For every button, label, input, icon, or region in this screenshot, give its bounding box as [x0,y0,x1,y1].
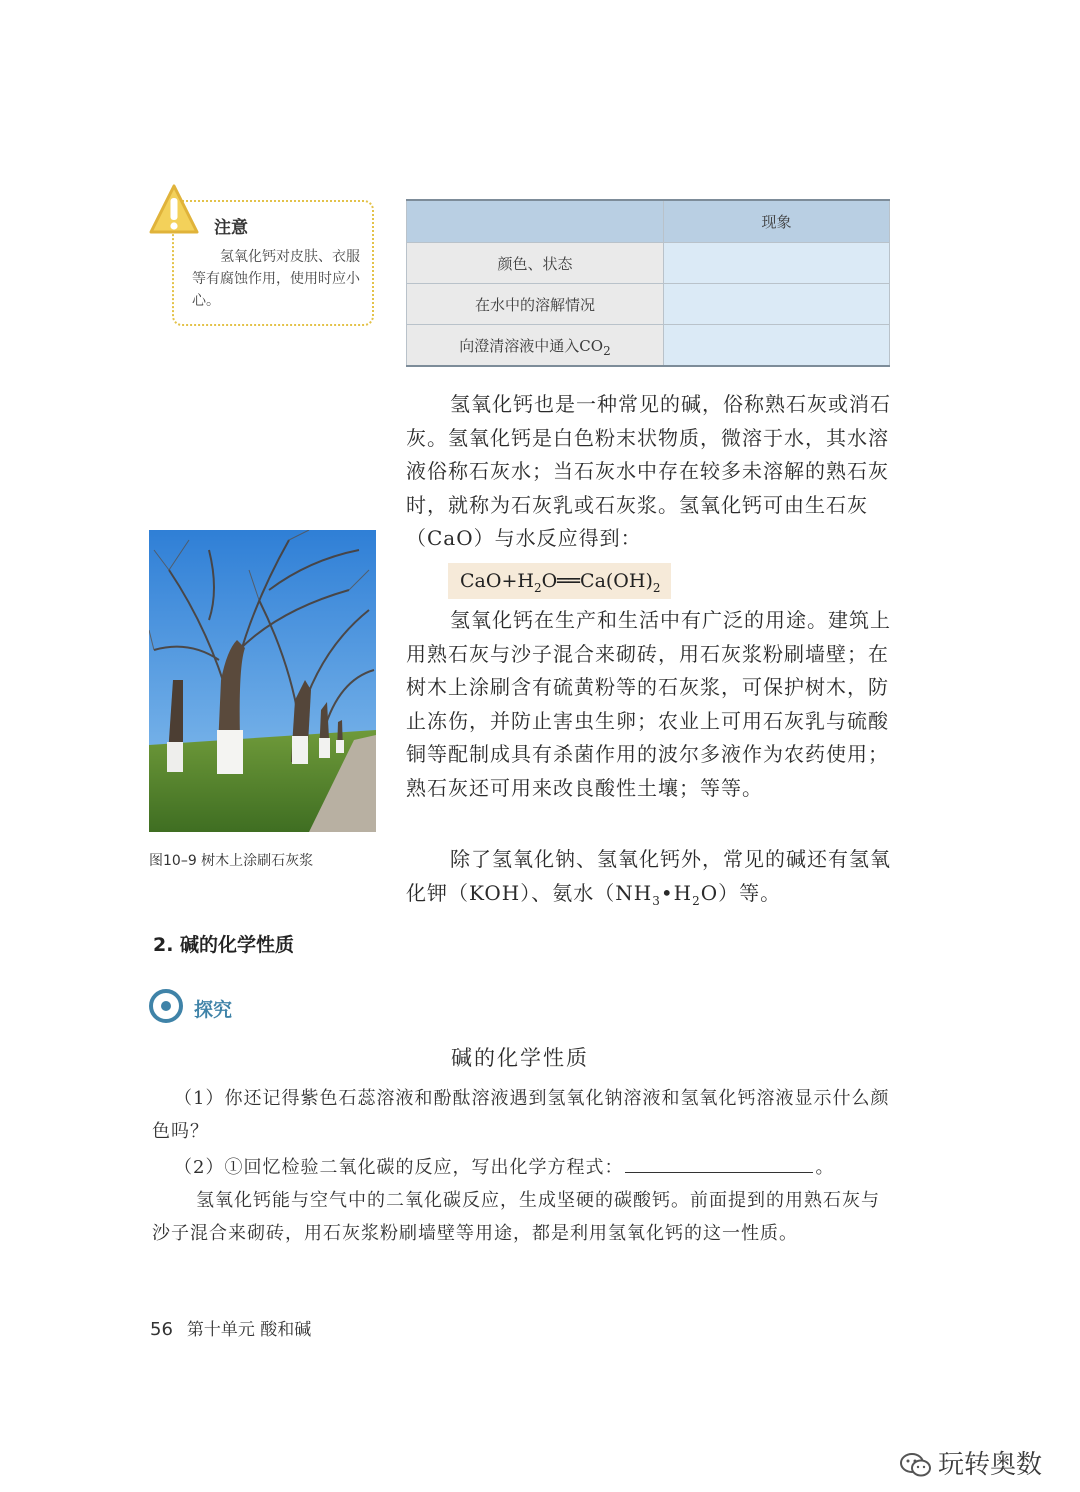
note-body: 氢氧化钙对皮肤、衣服等有腐蚀作用，使用时应小心。 [192,249,360,309]
table-row [407,243,890,284]
explore-target-icon [148,988,184,1024]
wechat-icon [900,1452,932,1478]
question-1: （1）你还记得紫色石蕊溶液和酚酞溶液遇到氢氧化钠溶液和氢氧化钙溶液显示什么颜色吗？ [152,1088,890,1142]
table-row-value [664,325,890,367]
paragraph-other-bases: 除了氢氧化钠、氢氧化钙外，常见的碱还有氢氧化钾（KOH）、氨水$(NH_3•H_2O)$等。 [406,847,891,908]
page-number: 56 [150,1319,173,1340]
warning-icon [148,182,200,240]
tree-photo [149,530,376,832]
table-row-value [664,284,890,325]
answer-blank[interactable] [625,1154,813,1173]
explore-label: 探究 [194,999,233,1021]
page-footer [150,1315,311,1340]
table-row [407,284,890,325]
unit-title: 第十单元 酸和碱 [186,1320,312,1340]
table-row-value [664,243,890,284]
explore-title: 碱的化学性质 [451,1046,589,1070]
table-row [407,325,890,367]
figure-caption: 图10–9 树木上涂刷石灰浆 [149,853,314,869]
section-heading: 2. 碱的化学性质 [153,934,295,956]
table-header-row [407,200,890,243]
watermark-text: 玩转奥数 [938,1450,1043,1480]
question-2-explanation: 氢氧化钙能与空气中的二氧化碳反应，生成坚硬的碳酸钙。前面提到的用熟石灰与沙子混合来砌砖，用石灰浆粉刷墙壁等用途，都是利用氢氧化钙的这一性质。 [152,1190,880,1244]
question-2: （2）①回忆检验二氧化碳的反应，写出化学方程式： 。 [152,1151,892,1184]
paragraph-uses: 氢氧化钙在生产和生活中有广泛的用途。建筑上用熟石灰与沙子混合来砌砖，用石灰浆粉刷墙壁；在树木上涂刷含有硫黄粉等的石灰浆，可保护树木，防止冻伤，并防止害虫生卵；农业上可用石灰乳与硫酸铜等配制成具有杀菌作用的波尔多液作为农药使用；熟石灰还可用来改良酸性土壤；等等。 [406,608,891,800]
paragraph-calcium-hydroxide-intro: 氢氧化钙也是一种常见的碱，俗称熟石灰或消石灰。氢氧化钙是白色粉末状物质，微溶于水，其水溶液俗称石灰水；当石灰水中存在较多未溶解的熟石灰时，就称为石灰乳或石灰浆。氢氧化钙可由生石灰（CaO）与水反应得到： [406,392,891,550]
table-row-label: 颜色、状态 [407,243,664,284]
table-row-label: 向澄清溶液中通入$CO_2$ [407,325,664,367]
table-row-label: 在水中的溶解情况 [407,284,664,325]
table-header-blank [407,200,664,243]
table-header-observation: 现象 [664,200,890,243]
note-title: 注意 [214,218,248,238]
chemical-equation: $CaO+H_2O══Ca(OH)_2$ [448,563,671,599]
observation-table [406,199,890,367]
